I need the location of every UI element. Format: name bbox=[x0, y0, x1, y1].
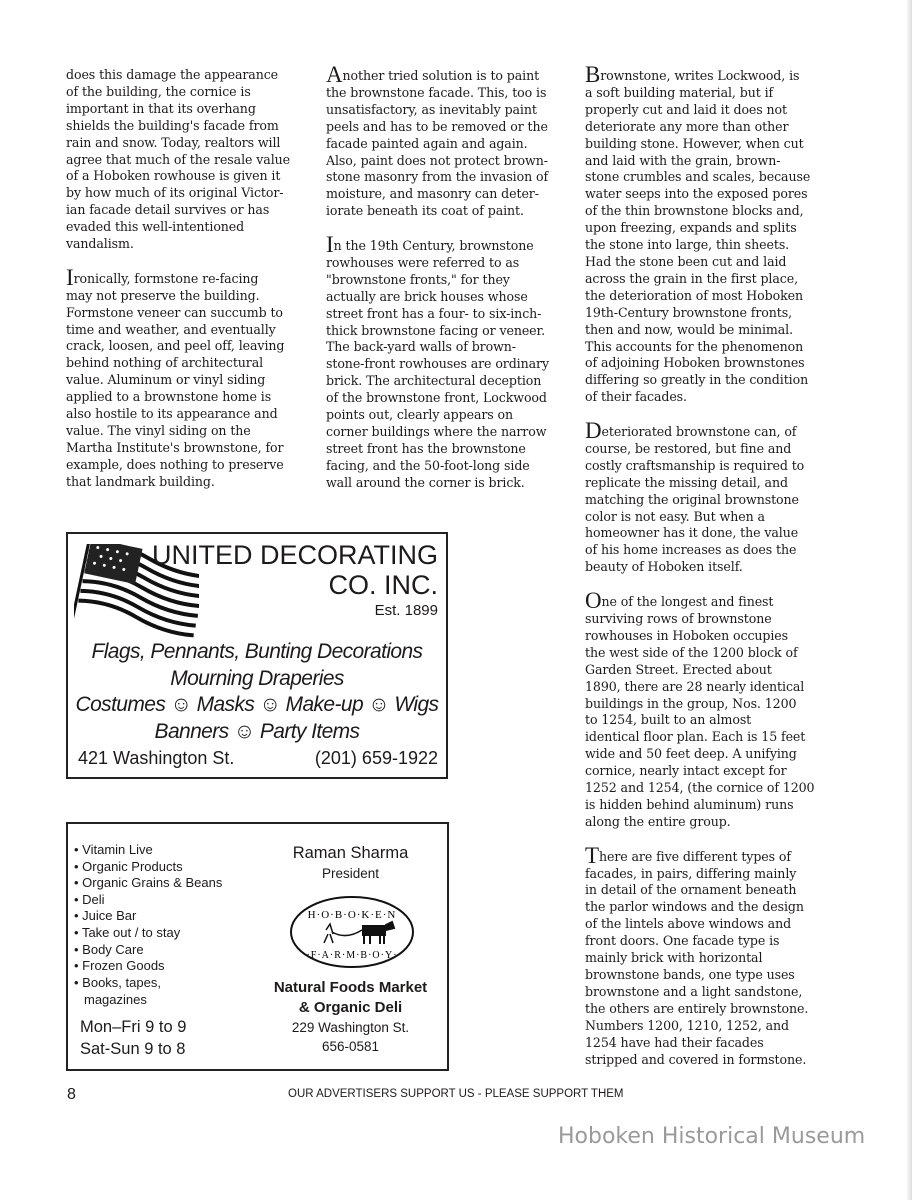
line-text: replicate the missing detail, and bbox=[585, 474, 788, 490]
line-text: the others are entirely brownstone. bbox=[585, 1000, 809, 1016]
text-line bbox=[585, 559, 814, 576]
line-text: nother tried solution is to paint bbox=[342, 68, 540, 83]
text-line bbox=[326, 424, 549, 441]
text-line bbox=[585, 916, 814, 933]
line-text: wide and 50 feet deep. A unifying bbox=[585, 746, 797, 762]
text-line bbox=[585, 203, 814, 220]
line-text: then and now, would be minimal. bbox=[585, 321, 793, 337]
text-line bbox=[585, 372, 814, 389]
line-text: evaded this well-intentioned bbox=[66, 219, 245, 235]
line-text: Martha Institute's brownstone, for bbox=[66, 439, 284, 455]
text-line bbox=[585, 950, 814, 967]
text-line bbox=[585, 679, 814, 696]
line-text: deteriorate any more than other bbox=[585, 118, 789, 134]
line-text: eteriorated brownstone can, of bbox=[601, 424, 797, 440]
line-text: Numbers 1200, 1210, 1252, and bbox=[585, 1017, 790, 1033]
text-line bbox=[326, 390, 549, 407]
paragraph bbox=[585, 62, 814, 406]
line-text: actually are brick houses whose bbox=[326, 288, 528, 304]
line-text: Garden Street. Erected about bbox=[585, 661, 772, 677]
line-text: across the grain in the first place, bbox=[585, 270, 798, 286]
text-line bbox=[585, 322, 814, 339]
line-text: the brownstone facade. This, too is bbox=[326, 84, 547, 100]
weekday-hours: Mon–Fri 9 to 9 bbox=[80, 1018, 187, 1036]
line-text: building stone. However, when cut bbox=[585, 135, 804, 151]
line-text: vandalism. bbox=[66, 236, 134, 252]
text-line bbox=[585, 662, 814, 679]
text-line bbox=[585, 1052, 814, 1069]
page-edge bbox=[906, 0, 912, 1200]
text-line bbox=[585, 842, 814, 868]
line-text: Also, paint does not protect brown- bbox=[326, 152, 548, 168]
text-line bbox=[326, 203, 549, 220]
text-line bbox=[326, 306, 549, 323]
svg-text:H·O·B·O·K·E·N: H·O·B·O·K·E·N bbox=[307, 909, 397, 921]
store-phone: 656-0581 bbox=[321, 1039, 380, 1054]
line-text: upon freezing, expands and splits bbox=[585, 220, 797, 236]
paragraph bbox=[585, 842, 814, 1069]
text-line bbox=[585, 933, 814, 950]
text-line bbox=[585, 588, 814, 614]
line-text: facing, and the 50-foot-long side bbox=[326, 457, 530, 473]
paragraph bbox=[326, 232, 549, 492]
text-line bbox=[66, 202, 290, 219]
text-line bbox=[326, 153, 549, 170]
line-text: 1254 have had their facades bbox=[585, 1034, 764, 1050]
text-line bbox=[585, 441, 814, 458]
line-text: 19th-Century brownstone fronts, bbox=[585, 304, 792, 320]
article-column-1 bbox=[66, 67, 290, 508]
product-item: • Vitamin Live bbox=[74, 842, 222, 859]
line-text: of the lintels above windows and bbox=[585, 916, 792, 932]
product-item: • Deli bbox=[74, 892, 222, 909]
paragraph bbox=[66, 67, 290, 253]
page-number: 8 bbox=[67, 1086, 76, 1103]
text-line bbox=[326, 407, 549, 424]
line-text: Formstone veneer can succumb to bbox=[66, 304, 283, 320]
line-text: Had the stone been cut and laid bbox=[585, 253, 787, 269]
line-text: street front has a four- to six-inch- bbox=[326, 305, 542, 321]
text-line bbox=[66, 440, 290, 457]
line-text: of their facades. bbox=[585, 389, 687, 405]
text-line bbox=[585, 814, 814, 831]
text-line bbox=[585, 288, 814, 305]
line-text: the west side of the 1200 block of bbox=[585, 644, 798, 660]
text-line bbox=[585, 237, 814, 254]
text-line bbox=[585, 62, 814, 87]
text-line bbox=[585, 186, 814, 203]
product-item: • Juice Bar bbox=[74, 908, 222, 925]
drop-cap: I bbox=[326, 232, 334, 258]
line-text: of a Hoboken rowhouse is given it bbox=[66, 168, 281, 184]
text-line bbox=[326, 356, 549, 373]
line-text: mainly brick with horizontal bbox=[585, 950, 763, 966]
line-text: street front has the brownstone bbox=[326, 440, 526, 456]
line-text: value. The vinyl siding on the bbox=[66, 423, 251, 439]
line-text: homeowner has it done, the value bbox=[585, 525, 799, 541]
text-line bbox=[585, 271, 814, 288]
line-text: of the thin brownstone blocks and, bbox=[585, 203, 804, 219]
text-line bbox=[66, 236, 290, 253]
line-text: color is not easy. But when a bbox=[585, 508, 765, 524]
text-line bbox=[585, 339, 814, 356]
text-line bbox=[585, 169, 814, 186]
ad-tagline: Banners ☺ Party Items bbox=[154, 720, 360, 743]
line-text: time and weather, and eventually bbox=[66, 321, 276, 337]
text-line bbox=[326, 441, 549, 458]
line-text: This accounts for the phenomenon bbox=[585, 338, 804, 354]
drop-cap: D bbox=[585, 418, 602, 444]
line-text: differing so greatly in the condition bbox=[585, 372, 809, 388]
text-line bbox=[66, 264, 290, 290]
text-line bbox=[585, 696, 814, 713]
text-line bbox=[326, 475, 549, 492]
text-line bbox=[585, 85, 814, 102]
line-text: front doors. One facade type is bbox=[585, 933, 780, 949]
farmboy-logo-icon bbox=[288, 894, 416, 970]
text-line bbox=[326, 232, 549, 258]
text-line bbox=[585, 525, 814, 542]
united-decorating-ad bbox=[66, 532, 448, 779]
text-line bbox=[66, 288, 290, 305]
paragraph bbox=[585, 588, 815, 831]
text-line bbox=[585, 389, 814, 406]
line-text: by how much of its original Victor- bbox=[66, 185, 284, 201]
product-item: • Take out / to stay bbox=[74, 925, 222, 942]
line-text: water seeps into the exposed pores bbox=[585, 186, 808, 202]
footer-slogan: OUR ADVERTISERS SUPPORT US - PLEASE SUPPORT THEM bbox=[288, 1088, 624, 1100]
line-text: The back-yard walls of brown- bbox=[326, 339, 516, 355]
text-line bbox=[326, 169, 549, 186]
text-line bbox=[585, 763, 814, 780]
text-line bbox=[585, 1001, 814, 1018]
text-line bbox=[66, 423, 290, 440]
paragraph bbox=[585, 418, 814, 576]
line-text: stone crumbles and scales, because bbox=[585, 169, 811, 185]
text-line bbox=[326, 62, 549, 87]
text-line bbox=[326, 136, 549, 153]
line-text: crack, loosen, and peel off, leaving bbox=[66, 338, 285, 354]
text-line bbox=[326, 119, 549, 136]
product-list bbox=[74, 842, 222, 991]
line-text: surviving rows of brownstone bbox=[585, 610, 772, 626]
line-text: course, be restored, but fine and bbox=[585, 440, 792, 456]
ad-address: 421 Washington St. bbox=[78, 748, 235, 768]
text-line bbox=[326, 85, 549, 102]
line-text: unsatisfactory, as inevitably paint bbox=[326, 101, 537, 117]
line-text: a soft building material, but if bbox=[585, 84, 774, 100]
ad-tagline: Mourning Draperies bbox=[170, 667, 344, 690]
line-text: iorate beneath its coat of paint. bbox=[326, 203, 524, 219]
line-text: the stone into large, thin sheets. bbox=[585, 237, 790, 253]
line-text: buildings in the group, Nos. 1200 bbox=[585, 695, 797, 711]
line-text: to 1254, built to an almost bbox=[585, 712, 752, 728]
drop-cap: O bbox=[585, 588, 602, 614]
text-line bbox=[585, 611, 814, 628]
product-item: • Body Care bbox=[74, 942, 222, 959]
paragraph bbox=[66, 264, 290, 491]
line-text: that landmark building. bbox=[66, 473, 215, 489]
text-line bbox=[585, 509, 814, 526]
line-text: is hidden behind aluminum) runs bbox=[585, 796, 794, 812]
text-line bbox=[585, 542, 814, 559]
product-item: • Organic Grains & Beans bbox=[74, 875, 222, 892]
line-text: wall around the corner is brick. bbox=[326, 474, 525, 490]
owner-name: Raman Sharma bbox=[292, 844, 409, 862]
line-text: facades, in pairs, differing mainly bbox=[585, 865, 797, 881]
line-text: applied to a brownstone home is bbox=[66, 389, 272, 405]
line-text: rowhouses were referred to as bbox=[326, 254, 520, 270]
text-line bbox=[585, 136, 814, 153]
text-line bbox=[585, 882, 814, 899]
text-line bbox=[585, 984, 814, 1001]
text-line bbox=[585, 305, 814, 322]
line-text: behind nothing of architectural bbox=[66, 355, 264, 371]
established-year: Est. 1899 bbox=[374, 602, 438, 619]
product-item-continued: magazines bbox=[84, 992, 147, 1007]
line-text: of adjoining Hoboken brownstones bbox=[585, 355, 805, 371]
text-line bbox=[585, 967, 814, 984]
line-text: rowhouses in Hoboken occupies bbox=[585, 627, 789, 643]
text-line bbox=[66, 152, 290, 169]
line-text: brownstone bands, one type uses bbox=[585, 966, 795, 982]
text-line bbox=[66, 372, 290, 389]
line-text: also hostile to its appearance and bbox=[66, 406, 278, 422]
drop-cap: A bbox=[326, 62, 343, 87]
line-text: stone masonry from the invasion of bbox=[326, 169, 549, 185]
text-line bbox=[66, 168, 290, 185]
text-line bbox=[326, 289, 549, 306]
line-text: corner buildings where the narrow bbox=[326, 424, 547, 440]
text-line bbox=[66, 457, 290, 474]
hoboken-farmboy-ad bbox=[66, 822, 449, 1071]
text-line bbox=[585, 254, 814, 271]
weekend-hours: Sat-Sun 9 to 8 bbox=[80, 1040, 186, 1058]
text-line bbox=[585, 746, 814, 763]
line-text: agree that much of the resale value bbox=[66, 151, 290, 167]
line-text: in detail of the ornament beneath bbox=[585, 882, 797, 898]
ad-tagline: Costumes ☺ Masks ☺ Make-up ☺ Wigs bbox=[75, 693, 439, 716]
text-line bbox=[66, 219, 290, 236]
line-text: facade painted again and again. bbox=[326, 135, 528, 151]
product-item: • Frozen Goods bbox=[74, 958, 222, 975]
watermark: Hoboken Historical Museum bbox=[558, 1124, 866, 1149]
owner-title: President bbox=[321, 866, 380, 881]
line-text: of the brownstone front, Lockwood bbox=[326, 390, 547, 406]
text-line bbox=[585, 797, 814, 814]
line-text: the deterioration of most Hoboken bbox=[585, 287, 804, 303]
line-text: of his home increases as does the bbox=[585, 542, 797, 558]
text-line bbox=[585, 899, 814, 916]
line-text: thick brownstone facing or veneer. bbox=[326, 322, 545, 338]
text-line bbox=[326, 102, 549, 119]
text-line bbox=[66, 474, 290, 491]
text-line bbox=[585, 119, 814, 136]
line-text: stone-front rowhouses are ordinary bbox=[326, 356, 549, 372]
line-text: brick. The architectural deception bbox=[326, 373, 542, 389]
line-text: moisture, and masonry can deter- bbox=[326, 186, 539, 202]
store-address: 229 Washington St. bbox=[291, 1020, 410, 1035]
text-line bbox=[66, 118, 290, 135]
line-text: here are five different types of bbox=[598, 848, 791, 864]
text-line bbox=[585, 729, 814, 746]
text-line bbox=[326, 323, 549, 340]
text-line bbox=[585, 418, 814, 444]
text-line bbox=[585, 866, 814, 883]
line-text: rain and snow. Today, realtors will bbox=[66, 134, 281, 150]
text-line bbox=[66, 305, 290, 322]
line-text: properly cut and laid it does not bbox=[585, 101, 787, 117]
article-column-2 bbox=[326, 62, 549, 509]
text-line bbox=[66, 135, 290, 152]
text-line bbox=[585, 458, 814, 475]
text-line bbox=[585, 102, 814, 119]
line-text: 1252 and 1254, (the cornice of 1200 bbox=[585, 780, 815, 796]
line-text: of the building, the cornice is bbox=[66, 83, 251, 99]
text-line bbox=[326, 373, 549, 390]
line-text: shields the building's facade from bbox=[66, 117, 279, 133]
text-line bbox=[326, 186, 549, 203]
text-line bbox=[66, 389, 290, 406]
product-item: • Organic Products bbox=[74, 859, 222, 876]
text-line bbox=[585, 355, 814, 372]
svg-text:·F·A·R·M·B·O·Y·: ·F·A·R·M·B·O·Y· bbox=[306, 950, 398, 961]
text-line bbox=[326, 458, 549, 475]
text-line bbox=[66, 355, 290, 372]
line-text: identical floor plan. Each is 15 feet bbox=[585, 729, 806, 745]
line-text: peels and has to be removed or the bbox=[326, 118, 548, 134]
line-text: rownstone, writes Lockwood, is bbox=[600, 68, 800, 83]
line-text: the parlor windows and the design bbox=[585, 899, 804, 915]
product-item: • Books, tapes, bbox=[74, 975, 222, 992]
paragraph bbox=[326, 62, 549, 220]
line-text: ian facade detail survives or has bbox=[66, 202, 270, 218]
line-text: value. Aluminum or vinyl siding bbox=[66, 372, 266, 388]
company-name-line-1: UNITED DECORATING bbox=[151, 540, 438, 570]
text-line bbox=[66, 101, 290, 118]
line-text: 1890, there are 28 nearly identical bbox=[585, 678, 805, 694]
store-name-line-2: & Organic Deli bbox=[298, 999, 403, 1016]
text-line bbox=[585, 220, 814, 237]
drop-cap: B bbox=[585, 62, 601, 87]
line-text: cornice, nearly intact except for bbox=[585, 763, 787, 779]
line-text: along the entire group. bbox=[585, 813, 731, 829]
text-line bbox=[585, 475, 814, 492]
line-text: stripped and covered in formstone. bbox=[585, 1051, 807, 1067]
line-text: may not preserve the building. bbox=[66, 287, 260, 303]
text-line bbox=[585, 153, 814, 170]
text-line bbox=[585, 492, 814, 509]
text-line bbox=[585, 712, 814, 729]
text-line bbox=[66, 338, 290, 355]
text-line bbox=[66, 322, 290, 339]
text-line bbox=[326, 339, 549, 356]
text-line bbox=[585, 780, 814, 797]
text-line bbox=[66, 185, 290, 202]
text-line bbox=[66, 84, 290, 101]
text-line bbox=[585, 628, 814, 645]
text-line bbox=[66, 67, 290, 84]
company-name-line-2: CO. INC. bbox=[328, 570, 438, 600]
line-text: example, does nothing to preserve bbox=[66, 456, 284, 472]
line-text: and laid with the grain, brown- bbox=[585, 152, 781, 168]
store-name-line-1: Natural Foods Market bbox=[273, 979, 428, 996]
text-line bbox=[326, 272, 549, 289]
line-text: important in that its overhang bbox=[66, 100, 256, 116]
text-line bbox=[585, 1018, 814, 1035]
line-text: costly craftsmanship is required to bbox=[585, 457, 805, 473]
line-text: does this damage the appearance bbox=[66, 67, 279, 82]
line-text: brownstone and a light sandstone, bbox=[585, 983, 803, 999]
line-text: n the 19th Century, brownstone bbox=[333, 238, 534, 254]
article-column-3 bbox=[585, 62, 815, 1085]
text-line bbox=[585, 645, 814, 662]
line-text: matching the original brownstone bbox=[585, 491, 799, 507]
line-text: points out, clearly appears on bbox=[326, 407, 514, 423]
line-text: "brownstone fronts," for they bbox=[326, 271, 510, 287]
text-line bbox=[66, 406, 290, 423]
ad-phone: (201) 659-1922 bbox=[314, 748, 438, 768]
line-text: ne of the longest and finest bbox=[601, 594, 774, 610]
line-text: ronically, formstone re-facing bbox=[73, 270, 259, 286]
text-line bbox=[585, 1035, 814, 1052]
ad-tagline: Flags, Pennants, Bunting Decorations bbox=[91, 640, 423, 663]
line-text: beauty of Hoboken itself. bbox=[585, 559, 743, 575]
text-line bbox=[326, 255, 549, 272]
drop-cap: I bbox=[66, 264, 74, 290]
drop-cap: T bbox=[585, 842, 599, 868]
